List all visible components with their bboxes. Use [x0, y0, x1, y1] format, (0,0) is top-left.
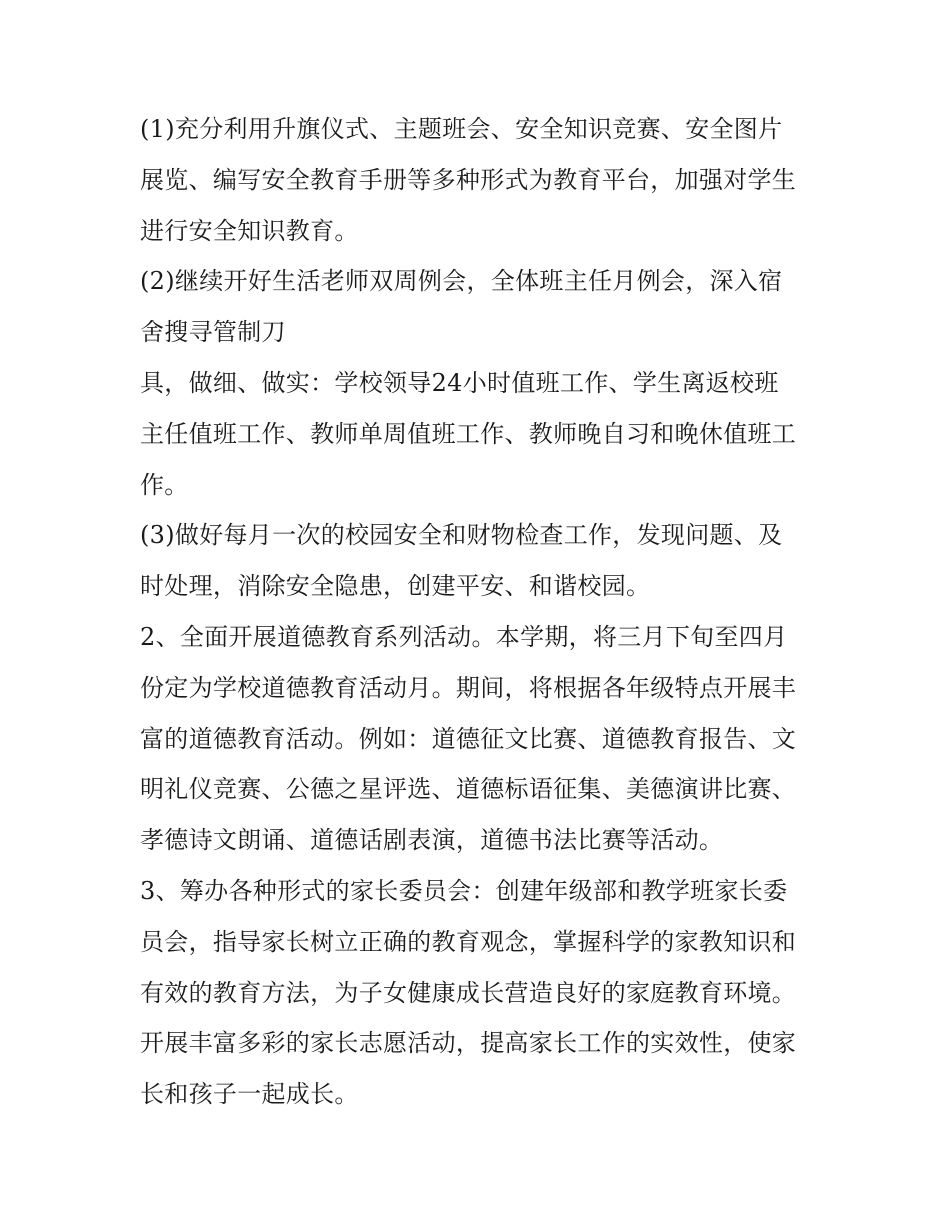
- text-line: 份定为学校道德教育活动月。期间，将根据各年级特点开展丰: [140, 673, 797, 702]
- text-line: 明礼仪竞赛、公德之星评选、道德标语征集、美德演讲比赛、: [140, 775, 797, 804]
- document-body: [140, 104, 816, 1120]
- text-line: (2)继续开好生活老师双周例会，全体班主任月例会，深入宿: [140, 267, 783, 296]
- text-line: 进行安全知识教育。: [140, 216, 359, 245]
- text-line: 开展丰富多彩的家长志愿活动，提高家长工作的实效性，使家: [140, 1029, 797, 1058]
- text-line: 富的道德教育活动。例如：道德征文比赛、道德教育报告、文: [140, 724, 797, 753]
- text-line: 展览、编写安全教育手册等多种形式为教育平台，加强对学生: [140, 165, 797, 194]
- text-line: 具，做细、做实：学校领导24小时值班工作、学生离返校班: [140, 368, 779, 397]
- text-line: 舍搜寻管制刀: [140, 318, 286, 347]
- text-line: 时处理，消除安全隐患，创建平安、和谐校园。: [140, 572, 651, 601]
- text-line: 孝德诗文朗诵、道德话剧表演，道德书法比赛等活动。: [140, 826, 724, 855]
- text-line: 2、全面开展道德教育系列活动。本学期，将三月下旬至四月: [140, 622, 788, 651]
- text-line: (3)做好每月一次的校园安全和财物检查工作，发现问题、及: [140, 521, 783, 550]
- text-line: 主任值班工作、教师单周值班工作、教师晚自习和晚休值班工: [140, 419, 797, 448]
- text-line: 有效的教育方法，为子女健康成长营造良好的家庭教育环境。: [140, 978, 797, 1007]
- text-line: 长和孩子一起成长。: [140, 1080, 359, 1109]
- text-line: 员会，指导家长树立正确的教育观念，掌握科学的家教知识和: [140, 927, 797, 956]
- text-line: 3、筹办各种形式的家长委员会：创建年级部和教学班家长委: [140, 876, 788, 905]
- text-line: (1)充分利用升旗仪式、主题班会、安全知识竞赛、安全图片: [140, 115, 783, 143]
- text-line: 作。: [140, 470, 189, 499]
